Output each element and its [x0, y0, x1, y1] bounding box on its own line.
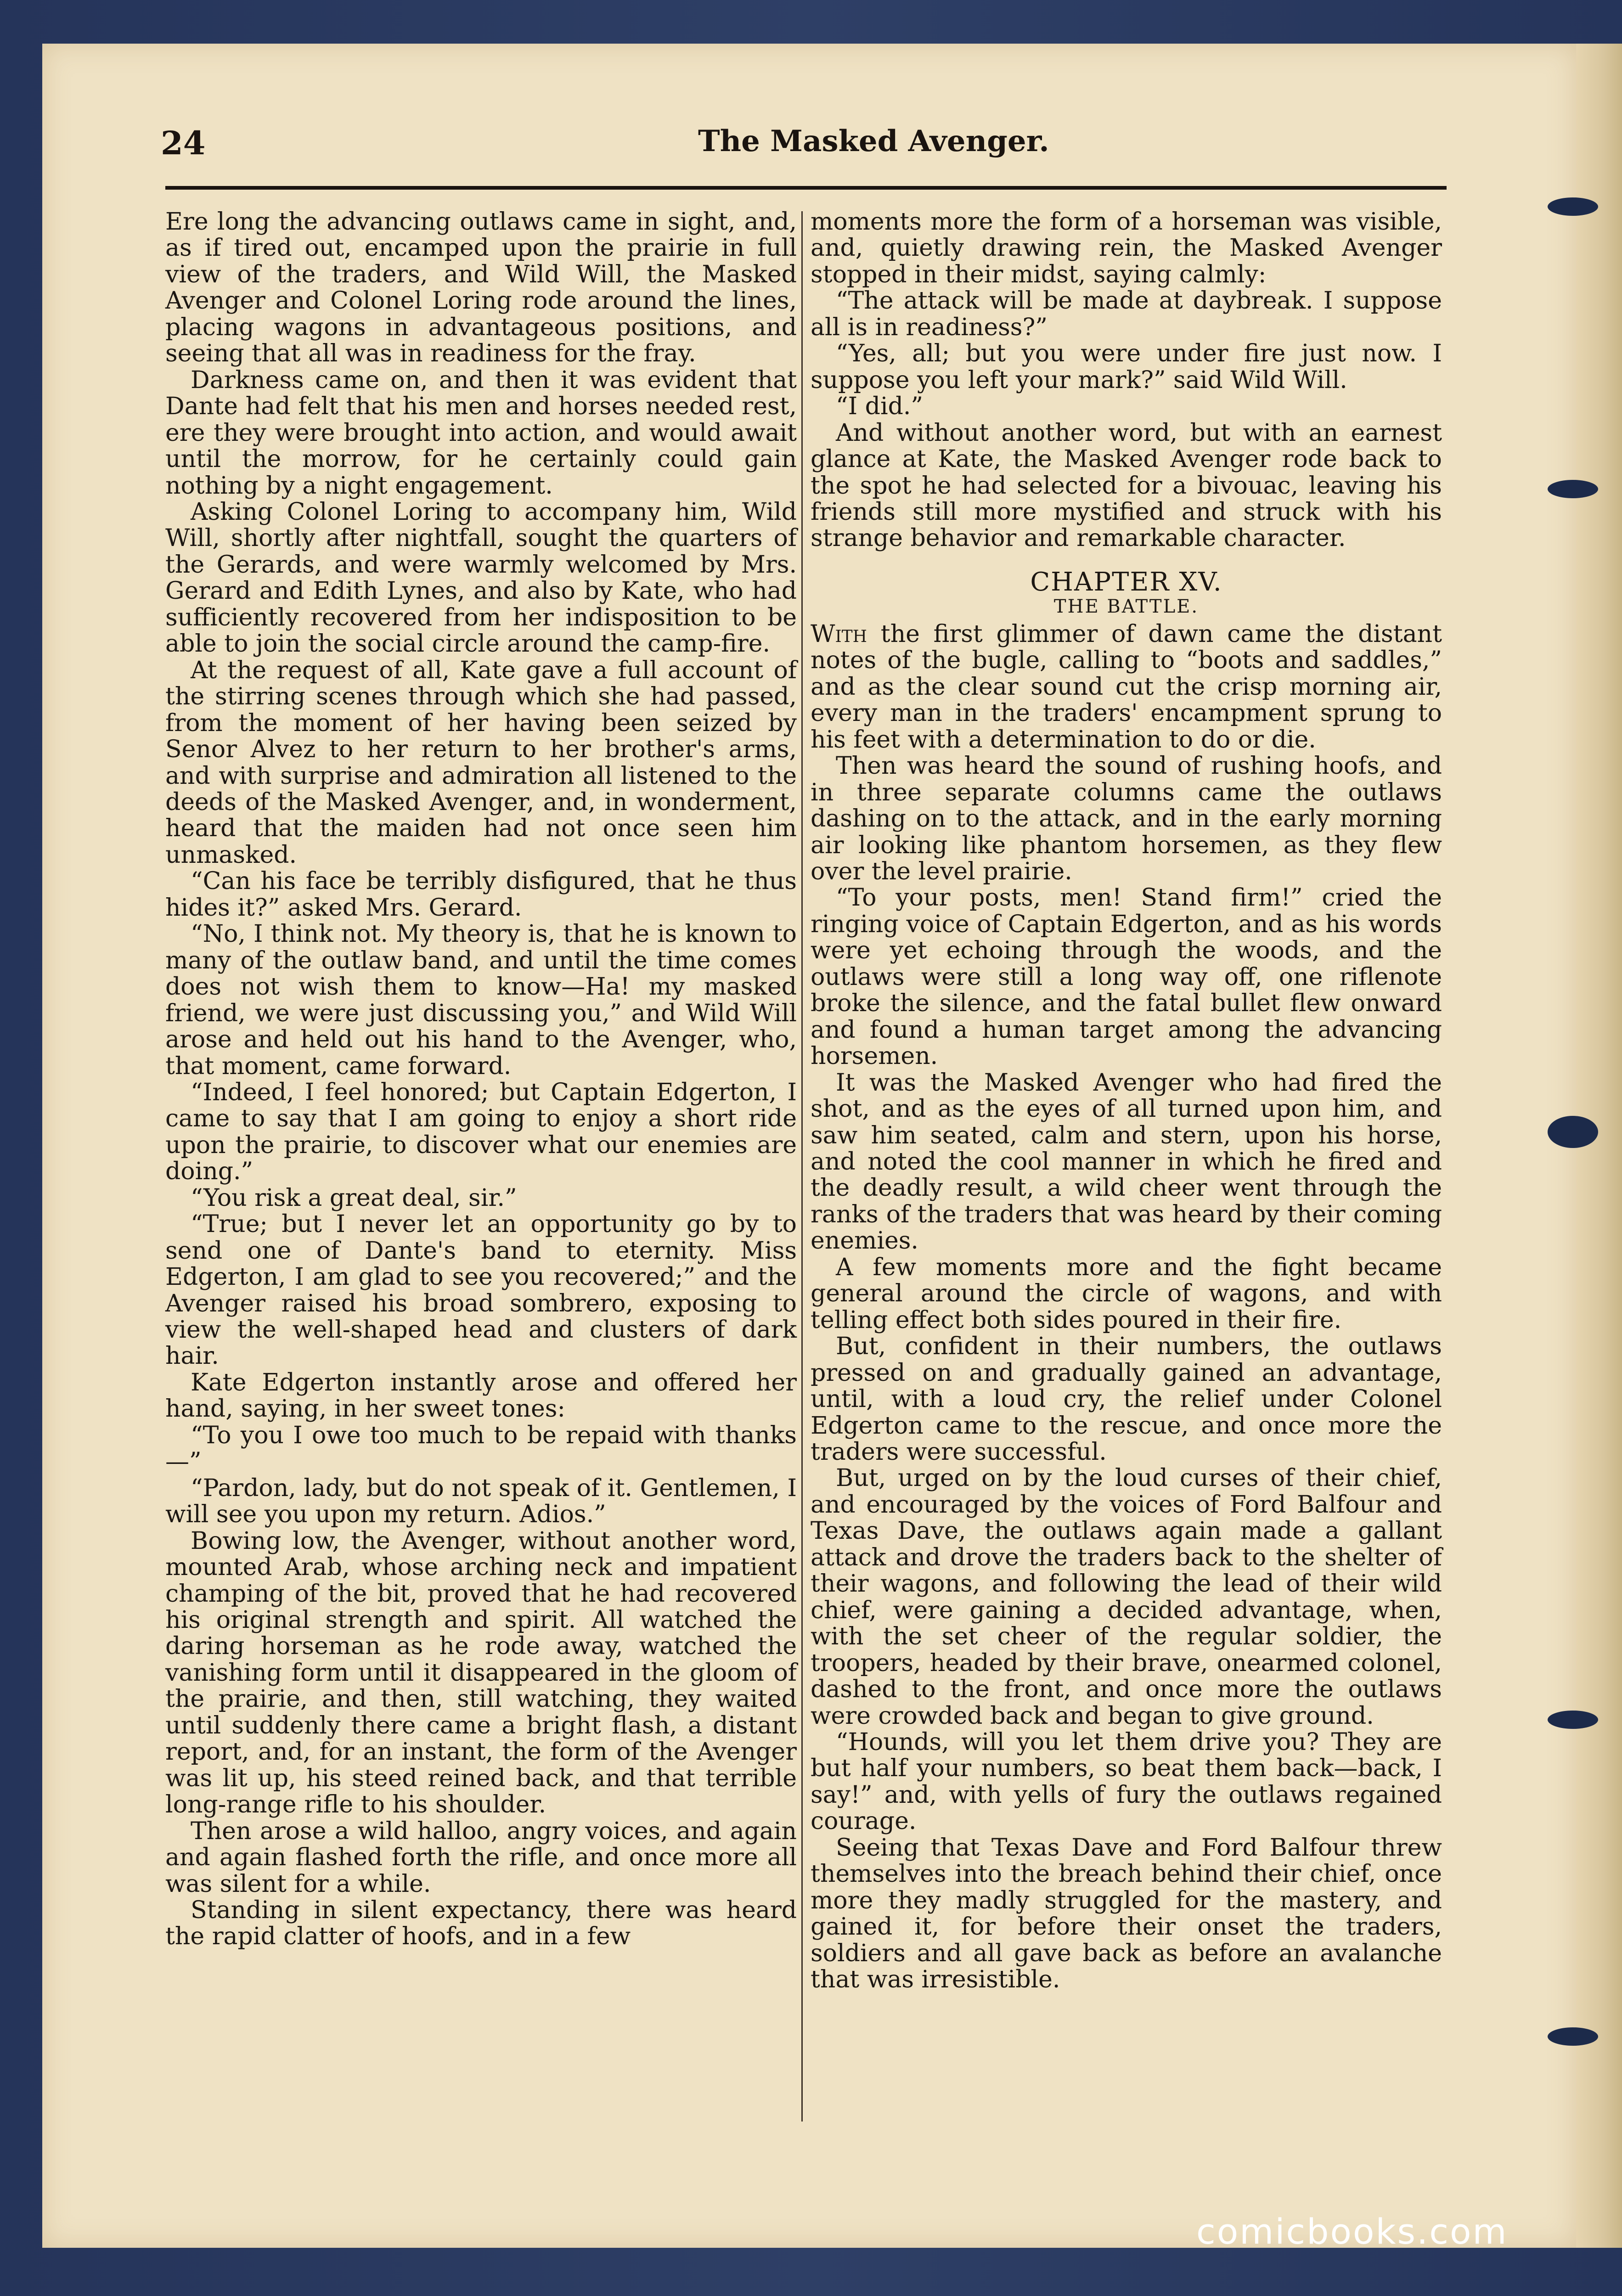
paragraph: “Can his face be terribly disfigured, that he thus hides it?” asked Mrs. Gerard. — [165, 867, 797, 922]
paragraph: A few moments more and the fight became general around the circle of wagons, and with telling effect both sides poured in their fire. — [811, 1253, 1442, 1334]
paragraph: “You risk a great deal, sir.” — [191, 1184, 517, 1212]
page-number: 24 — [161, 124, 206, 162]
paragraph: It was the Masked Avenger who had fired the shot, and as the eyes of all turned upon him, and saw him seated, calm and stern, upon his horse, and noted the cool manner in which he fired and the deadly result, a wild cheer went through the ranks of the traders that was heard by their coming enemies. — [811, 1069, 1442, 1255]
paragraph: Kate Edgerton instantly arose and offered her hand, saying, in her sweet tones: — [165, 1368, 797, 1423]
opening-text: the first glimmer of dawn came the distant notes of the bugle, calling to “boots and saddles,” and as the clear sound cut the crisp morning air, every man in the traders' encampment sprung to his feet with a determination to do or die. — [811, 620, 1442, 754]
running-title: The Masked Avenger. — [698, 124, 1049, 158]
chapter-subheading: THE BATTLE. — [1053, 596, 1199, 617]
binding-stitch-mark — [1548, 1116, 1598, 1148]
page-header — [124, 124, 1447, 179]
binding-stitch-mark — [1548, 197, 1598, 216]
paragraph: “True; but I never let an opportunity go by to send one of Dante's band to eternity. Miss Edgerton, I am glad to see you recovered;” and the Avenger raised his broad sombrero, exposing to view the well-shaped head and clusters of dark hair. — [165, 1210, 797, 1370]
paragraph: Ere long the advancing outlaws came in sight, and, as if tired out, encamped upon the prairie in full view of the traders, and Wild Will, the Masked Avenger and Colonel Loring rode around the lines, placing wagons in advantageous positions, and seeing that all was in readiness for the fray. — [165, 208, 797, 368]
paragraph: moments more the form of a horseman was visible, and, quietly drawing rein, the Masked Avenger stopped in their midst, saying calmly: — [811, 208, 1442, 288]
paragraph: “To you I owe too much to be repaid with thanks—” — [165, 1421, 797, 1476]
header-rule — [165, 186, 1447, 190]
paragraph — [811, 621, 1442, 753]
site-watermark: comicbooks.com — [1196, 2211, 1508, 2252]
paragraph: Seeing that Texas Dave and Ford Balfour threw themselves into the breach behind their chief, once more they madly struggled for the mastery, and gained it, for before their onset the traders, soldiers and all gave back as before an avalanche that was irresistible. — [811, 1834, 1442, 1994]
paragraph: And without another word, but with an earnest glance at Kate, the Masked Avenger rode back to the spot he had selected for a bivouac, leaving his friends still more mystified and struck with his strange behavior and remarkable character. — [811, 419, 1442, 552]
left-column — [165, 209, 797, 1950]
right-column — [811, 209, 1442, 1993]
paragraph: At the request of all, Kate gave a full account of the stirring scenes through which she had passed, from the moment of her having been seized by Senor Alvez to her return to her brother's arms, and with surprise and admiration all listened to the deeds of the Masked Avenger, and, in wonderment, heard that the maiden had not once seen him unmasked. — [165, 656, 797, 869]
paragraph: Asking Colonel Loring to accompany him, Wild Will, shortly after nightfall, sought the quarters of the Gerards, and were warmly welcomed by Mrs. Gerard and Edith Lynes, and also by Kate, who had sufficiently recovered from her indisposition to be able to join the social circle around the camp-fire. — [165, 498, 797, 658]
paragraph: “The attack will be made at daybreak. I suppose all is in readiness?” — [811, 287, 1442, 341]
opening-word: With — [811, 620, 867, 648]
paragraph: “I did.” — [836, 393, 923, 421]
binding-stitch-mark — [1548, 1711, 1598, 1729]
paragraph: “No, I think not. My theory is, that he is known to many of the outlaw band, and until the time comes does not wish them to know—Ha! my masked friend, we were just discussing you,” and Wild Will arose and held out his hand to the Avenger, who, that moment, came forward. — [165, 920, 797, 1080]
paragraph: “Yes, all; but you were under fire just now. I suppose you left your mark?” said Wild Will. — [811, 340, 1442, 394]
paragraph: Bowing low, the Avenger, without another word, mounted Arab, whose arching neck and impatient champing of the bit, proved that he had recovered his original strength and spirit. All watched the daring horseman as he rode away, watched the vanishing form until it disappeared in the gloom of the prairie, and then, still watching, they waited until suddenly there came a bright flash, a distant report, and, for an instant, the form of the Avenger was lit up, his steed reined back, and that terrible long-range rifle to his shoulder. — [165, 1527, 797, 1819]
paragraph: Then was heard the sound of rushing hoofs, and in three separate columns came the outlaws dashing on to the attack, and in the early morning air looking like phantom horsemen, as they flew over the level prairie. — [811, 752, 1442, 886]
paragraph: But, confident in their numbers, the outlaws pressed on and gradually gained an advantage, until, with a loud cry, the relief under Colonel Edgerton came to the rescue, and once more the traders were successful. — [811, 1333, 1442, 1466]
paragraph: Darkness came on, and then it was evident that Dante had felt that his men and horses needed rest, ere they were brought into action, and would await until the morrow, for he certainly could gain nothing by a night engagement. — [165, 366, 797, 500]
column-divider — [801, 211, 803, 2122]
paragraph: Standing in silent expectancy, there was heard the rapid clatter of hoofs, and in a few — [165, 1896, 797, 1951]
paragraph: “To your posts, men! Stand firm!” cried the ringing voice of Captain Edgerton, and as his words were yet echoing through the woods, and the outlaws were still a long way off, one riflenote broke the silence, and the fatal bullet flew onward and found a human target among the advancing horsemen. — [811, 884, 1442, 1070]
paragraph: “Hounds, will you let them drive you? They are but half your numbers, so beat them back—back, I say!” and, with yells of fury the outlaws regained courage. — [811, 1728, 1442, 1835]
paragraph: “Pardon, lady, but do not speak of it. Gentlemen, I will see you upon my return. Adios.” — [165, 1474, 797, 1529]
paragraph: “Indeed, I feel honored; but Captain Edgerton, I came to say that I am going to enjoy a short ride upon the prairie, to discover what our enemies are doing.” — [165, 1078, 797, 1186]
binding-stitch-mark — [1548, 2027, 1598, 2046]
binding-stitch-mark — [1548, 480, 1598, 498]
chapter-heading: CHAPTER XV. — [1030, 567, 1222, 597]
paragraph: Then arose a wild halloo, angry voices, and again and again flashed forth the rifle, and once more all was silent for a while. — [165, 1817, 797, 1898]
paragraph: But, urged on by the loud curses of their chief, and encouraged by the voices of Ford Balfour and Texas Dave, the outlaws again made a gallant attack and drove the traders back to the shelter of their wagons, and following the lead of their wild chief, were gaining a decided advantage, when, with the set cheer of the regular soldier, the troopers, headed by their brave, onearmed colonel, dashed to the front, and once more the outlaws were crowded back and began to give ground. — [811, 1464, 1442, 1730]
